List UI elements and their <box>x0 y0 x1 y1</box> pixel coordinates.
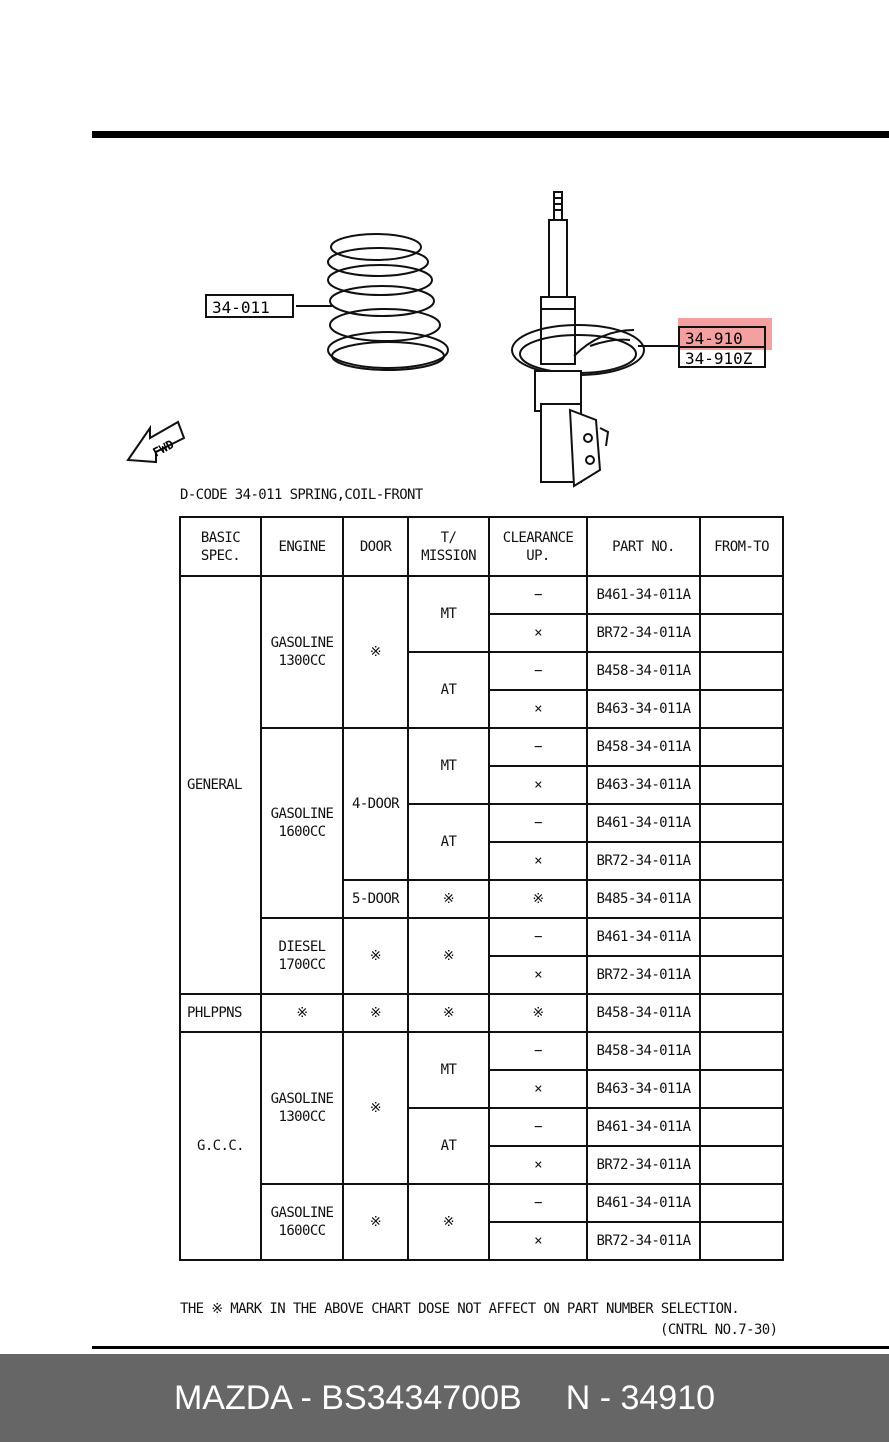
coil-spring-illustration <box>328 234 448 370</box>
clearance-any: ※ <box>489 880 587 918</box>
part-number: BR72-34-011A <box>587 1146 700 1184</box>
engine-diesel-1700: DIESEL 1700CC <box>261 918 343 994</box>
from-to-cell <box>700 652 783 690</box>
header-transmission: T/ MISSION <box>408 517 489 576</box>
mission-at: AT <box>408 804 489 880</box>
clearance-any: ※ <box>489 994 587 1032</box>
door-any: ※ <box>343 994 408 1032</box>
clearance-yes: × <box>489 842 587 880</box>
clearance-yes: × <box>489 1070 587 1108</box>
clearance-no: − <box>489 804 587 842</box>
from-to-cell <box>700 576 783 614</box>
mission-any: ※ <box>408 994 489 1032</box>
engine-gasoline-1300: GASOLINE 1300CC <box>261 576 343 728</box>
from-to-cell <box>700 880 783 918</box>
part-number: B458-34-011A <box>587 994 700 1032</box>
footer-bar <box>0 1354 889 1442</box>
from-to-cell <box>700 804 783 842</box>
door-4-door: 4-DOOR <box>343 728 408 880</box>
group-general: GENERAL <box>180 576 261 994</box>
footer-n-code: N - 34910 <box>565 1378 716 1417</box>
mission-any: ※ <box>408 880 489 918</box>
clearance-yes: × <box>489 1222 587 1260</box>
door-any: ※ <box>343 1184 408 1260</box>
part-number: B461-34-011A <box>587 918 700 956</box>
mission-mt: MT <box>408 728 489 804</box>
clearance-no: − <box>489 576 587 614</box>
clearance-yes: × <box>489 1146 587 1184</box>
header-from-to: FROM-TO <box>700 517 783 576</box>
table-row <box>180 918 783 956</box>
fwd-arrow-icon <box>128 422 184 462</box>
part-number: BR72-34-011A <box>587 956 700 994</box>
from-to-cell <box>700 994 783 1032</box>
group-phlppns: PHLPPNS <box>180 994 261 1032</box>
table-row <box>180 994 783 1032</box>
header-engine: ENGINE <box>261 517 343 576</box>
chart-note: THE ※ MARK IN THE ABOVE CHART DOSE NOT AFFECT ON PART NUMBER SELECTION. <box>180 1301 740 1317</box>
engine-gasoline-1300: GASOLINE 1300CC <box>261 1032 343 1184</box>
clearance-no: − <box>489 1184 587 1222</box>
mission-mt: MT <box>408 576 489 652</box>
parts-diagram <box>0 170 889 490</box>
engine-gasoline-1600: GASOLINE 1600CC <box>261 728 343 918</box>
clearance-no: − <box>489 1108 587 1146</box>
from-to-cell <box>700 842 783 880</box>
part-number: B458-34-011A <box>587 1032 700 1070</box>
mission-mt: MT <box>408 1032 489 1108</box>
group-gcc: G.C.C. <box>180 1032 261 1260</box>
part-number: B461-34-011A <box>587 1108 700 1146</box>
mission-at: AT <box>408 652 489 728</box>
part-number: B458-34-011A <box>587 652 700 690</box>
from-to-cell <box>700 1184 783 1222</box>
part-number: BR72-34-011A <box>587 842 700 880</box>
from-to-cell <box>700 766 783 804</box>
top-rule <box>92 131 889 138</box>
table-row <box>180 1032 783 1070</box>
from-to-cell <box>700 1032 783 1070</box>
mission-any: ※ <box>408 918 489 994</box>
strut-illustration <box>512 192 644 486</box>
parts-table <box>179 516 784 1261</box>
part-number: B461-34-011A <box>587 1184 700 1222</box>
clearance-yes: × <box>489 766 587 804</box>
table-row <box>180 1184 783 1222</box>
header-door: DOOR <box>343 517 408 576</box>
door-5-door: 5-DOOR <box>343 880 408 918</box>
part-number: B458-34-011A <box>587 728 700 766</box>
part-number: BR72-34-011A <box>587 614 700 652</box>
from-to-cell <box>700 918 783 956</box>
clearance-yes: × <box>489 690 587 728</box>
diagram-caption: D-CODE 34-011 SPRING,COIL-FRONT <box>180 487 423 503</box>
header-basic-spec: BASIC SPEC. <box>180 517 261 576</box>
engine-any: ※ <box>261 994 343 1032</box>
part-number: B461-34-011A <box>587 804 700 842</box>
door-any: ※ <box>343 1032 408 1184</box>
from-to-cell <box>700 728 783 766</box>
clearance-no: − <box>489 652 587 690</box>
footer-brand-part: MAZDA - BS3434700B <box>173 1378 522 1417</box>
mission-at: AT <box>408 1108 489 1184</box>
from-to-cell <box>700 614 783 652</box>
part-number: B485-34-011A <box>587 880 700 918</box>
from-to-cell <box>700 1222 783 1260</box>
header-part-no: PART NO. <box>587 517 700 576</box>
part-number: B463-34-011A <box>587 690 700 728</box>
spring-code-label: 34-011 <box>212 298 270 317</box>
from-to-cell <box>700 690 783 728</box>
fwd-label: FWD <box>150 437 177 460</box>
part-number: B463-34-011A <box>587 766 700 804</box>
strut-code-label-1: 34-910 <box>685 329 743 348</box>
from-to-cell <box>700 1070 783 1108</box>
from-to-cell <box>700 956 783 994</box>
table-row <box>180 576 783 614</box>
clearance-yes: × <box>489 614 587 652</box>
clearance-no: − <box>489 1032 587 1070</box>
door-any: ※ <box>343 576 408 728</box>
strut-code-label-2: 34-910Z <box>685 349 753 368</box>
part-number: BR72-34-011A <box>587 1222 700 1260</box>
door-any: ※ <box>343 918 408 994</box>
bottom-rule <box>92 1346 889 1349</box>
table-header-row <box>180 517 783 576</box>
engine-gasoline-1600: GASOLINE 1600CC <box>261 1184 343 1260</box>
table-row <box>180 728 783 766</box>
clearance-no: − <box>489 728 587 766</box>
part-number: B463-34-011A <box>587 1070 700 1108</box>
from-to-cell <box>700 1146 783 1184</box>
part-number: B461-34-011A <box>587 576 700 614</box>
from-to-cell <box>700 1108 783 1146</box>
clearance-no: − <box>489 918 587 956</box>
mission-any: ※ <box>408 1184 489 1260</box>
clearance-yes: × <box>489 956 587 994</box>
control-number: (CNTRL NO.7-30) <box>660 1322 778 1338</box>
header-clearance: CLEARANCE UP. <box>489 517 587 576</box>
